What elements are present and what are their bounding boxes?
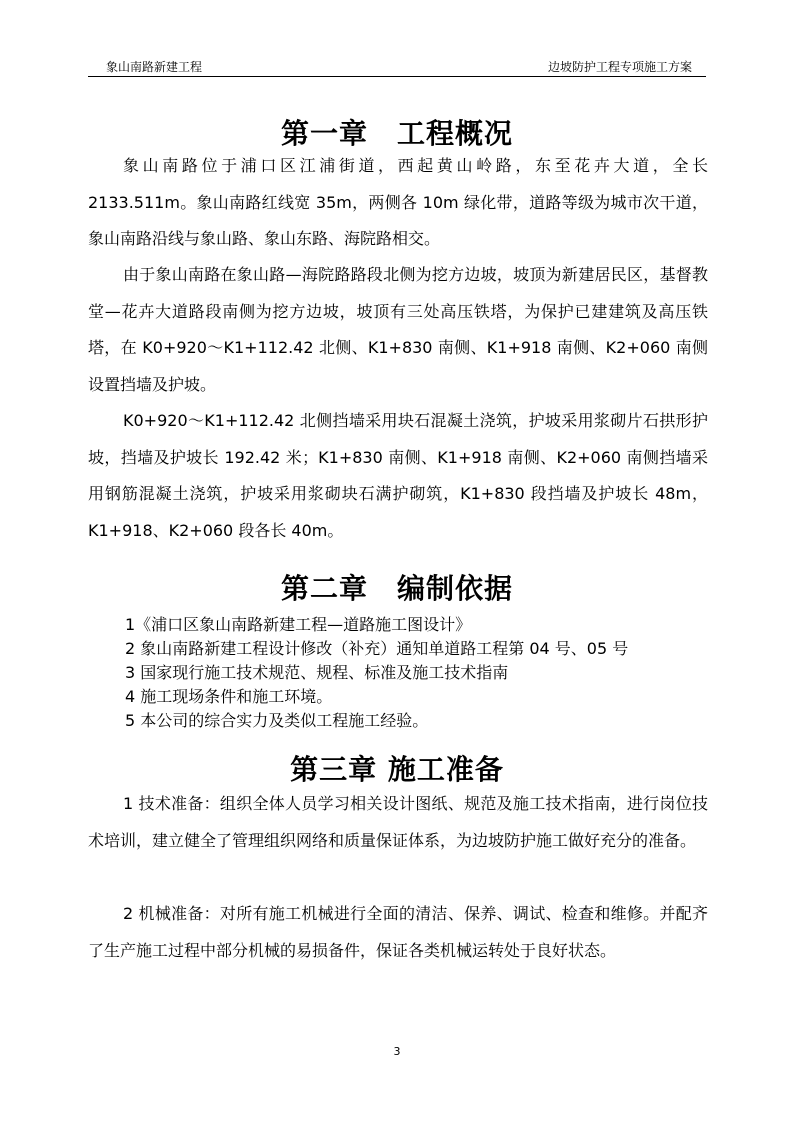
basis-item-1: 1《浦口区象山南路新建工程—道路施工图设计》	[125, 615, 472, 634]
basis-item-2: 2 象山南路新建工程设计修改（补充）通知单道路工程第 04 号、05 号	[125, 639, 629, 658]
page-header	[88, 50, 706, 77]
page-number: 3	[393, 1045, 401, 1058]
chapter-3-paragraph-2: 2 机械准备：对所有施工机械进行全面的清洁、保养、调试、检查和维修。并配齐了生产施工过程中部分机械的易损备件，保证各类机械运转处于良好状态。	[88, 904, 708, 960]
chapter-3-paragraph-1: 1 技术准备：组织全体人员学习相关设计图纸、规范及施工技术指南，进行岗位技术培训，建立健全了管理组织网络和质量保证体系，为边坡防护施工做好充分的准备。	[88, 794, 708, 850]
chapter-3-title: 第三章 施工准备	[290, 753, 504, 786]
chapter-1-paragraph-2: 由于象山南路在象山路—海院路路段北侧为挖方边坡，坡顶为新建居民区，基督教堂—花卉大道路段南侧为挖方边坡，坡顶有三处高压铁塔，为保护已建建筑及高压铁塔，在 K0+920～K1+112.42 北侧、K1+830 南侧、K1+918 南侧、K2+060 南侧设置挡墙及护坡。	[88, 265, 708, 394]
basis-list	[125, 613, 628, 733]
chapter-1-title: 第一章 工程概况	[280, 117, 513, 150]
header-document-title: 边坡防护工程专项施工方案	[547, 60, 692, 74]
header-project-name: 象山南路新建工程	[106, 60, 203, 74]
chapter-1-paragraph-1: 象山南路位于浦口区江浦街道，西起黄山岭路，东至花卉大道，全长2133.511m。象山南路红线宽 35m，两侧各 10m 绿化带，道路等级为城市次干道，象山南路沿线与象山路、象山东路、海院路相交。	[88, 156, 708, 248]
basis-item-4: 4 施工现场条件和施工环境。	[125, 687, 333, 706]
chapter-1-paragraph-3: K0+920～K1+112.42 北侧挡墙采用块石混凝土浇筑，护坡采用浆砌片石拱形护坡，挡墙及护坡长 192.42 米；K1+830 南侧、K1+918 南侧、K2+060 南侧挡墙采用钢筋混凝土浇筑，护坡采用浆砌块石满护砌筑，K1+830 段挡墙及护坡长 48m，K1+918、K2+060 段各长 40m。	[88, 411, 708, 540]
basis-item-3: 3 国家现行施工技术规范、规程、标准及施工技术指南	[125, 663, 509, 682]
chapter-2-title: 第二章 编制依据	[280, 572, 513, 605]
basis-item-5: 5 本公司的综合实力及类似工程施工经验。	[125, 711, 429, 730]
